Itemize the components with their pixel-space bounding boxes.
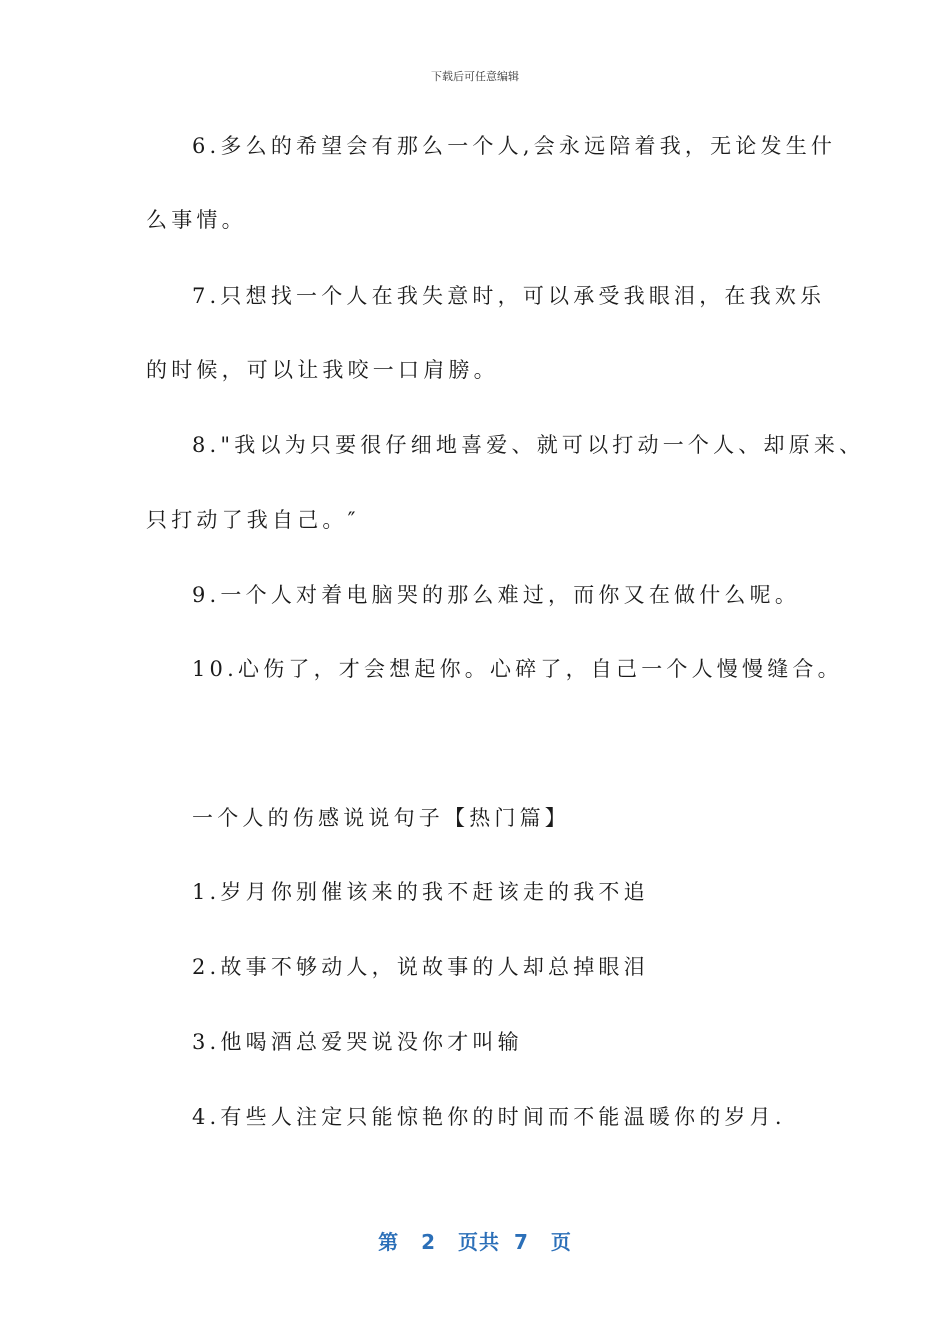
footer-middle: 页共	[458, 1230, 500, 1254]
paragraph-line: 9.一个人对着电脑哭的那么难过，而你又在做什么呢。	[192, 583, 801, 607]
paragraph-line: 的时候，可以让我咬一口肩膀。	[146, 358, 499, 382]
paragraph-line: 2.故事不够动人，说故事的人却总掉眼泪	[192, 955, 649, 979]
section-heading: 一个人的伤感说说句子【热门篇】	[192, 806, 570, 830]
footer-prefix: 第	[378, 1230, 400, 1254]
footer-page-number: 2	[421, 1230, 436, 1254]
page-footer	[0, 1226, 950, 1255]
paragraph-line: 10.心伤了，才会想起你。心碎了，自己一个人慢慢缝合。	[192, 657, 843, 681]
paragraph-line: 1.岁月你别催该来的我不赶该走的我不追	[192, 880, 649, 904]
footer-suffix: 页	[550, 1230, 572, 1254]
header-note: 下载后可任意编辑	[431, 70, 519, 83]
paragraph-line: 7.只想找一个人在我失意时，可以承受我眼泪，在我欢乐	[192, 284, 826, 308]
paragraph-line: 6.多么的希望会有那么一个人,会永远陪着我，无论发生什	[192, 134, 837, 158]
paragraph-line: 4.有些人注定只能惊艳你的时间而不能温暖你的岁月.	[192, 1105, 786, 1129]
paragraph-line: 只打动了我自己。″	[146, 508, 360, 532]
footer-total-pages: 7	[514, 1230, 529, 1254]
paragraph-line: 8."我以为只要很仔细地喜爱、就可以打动一个人、却原来、	[192, 433, 865, 457]
paragraph-line: 3.他喝酒总爱哭说没你才叫输	[192, 1030, 523, 1054]
paragraph-line: 么事情。	[146, 208, 247, 232]
